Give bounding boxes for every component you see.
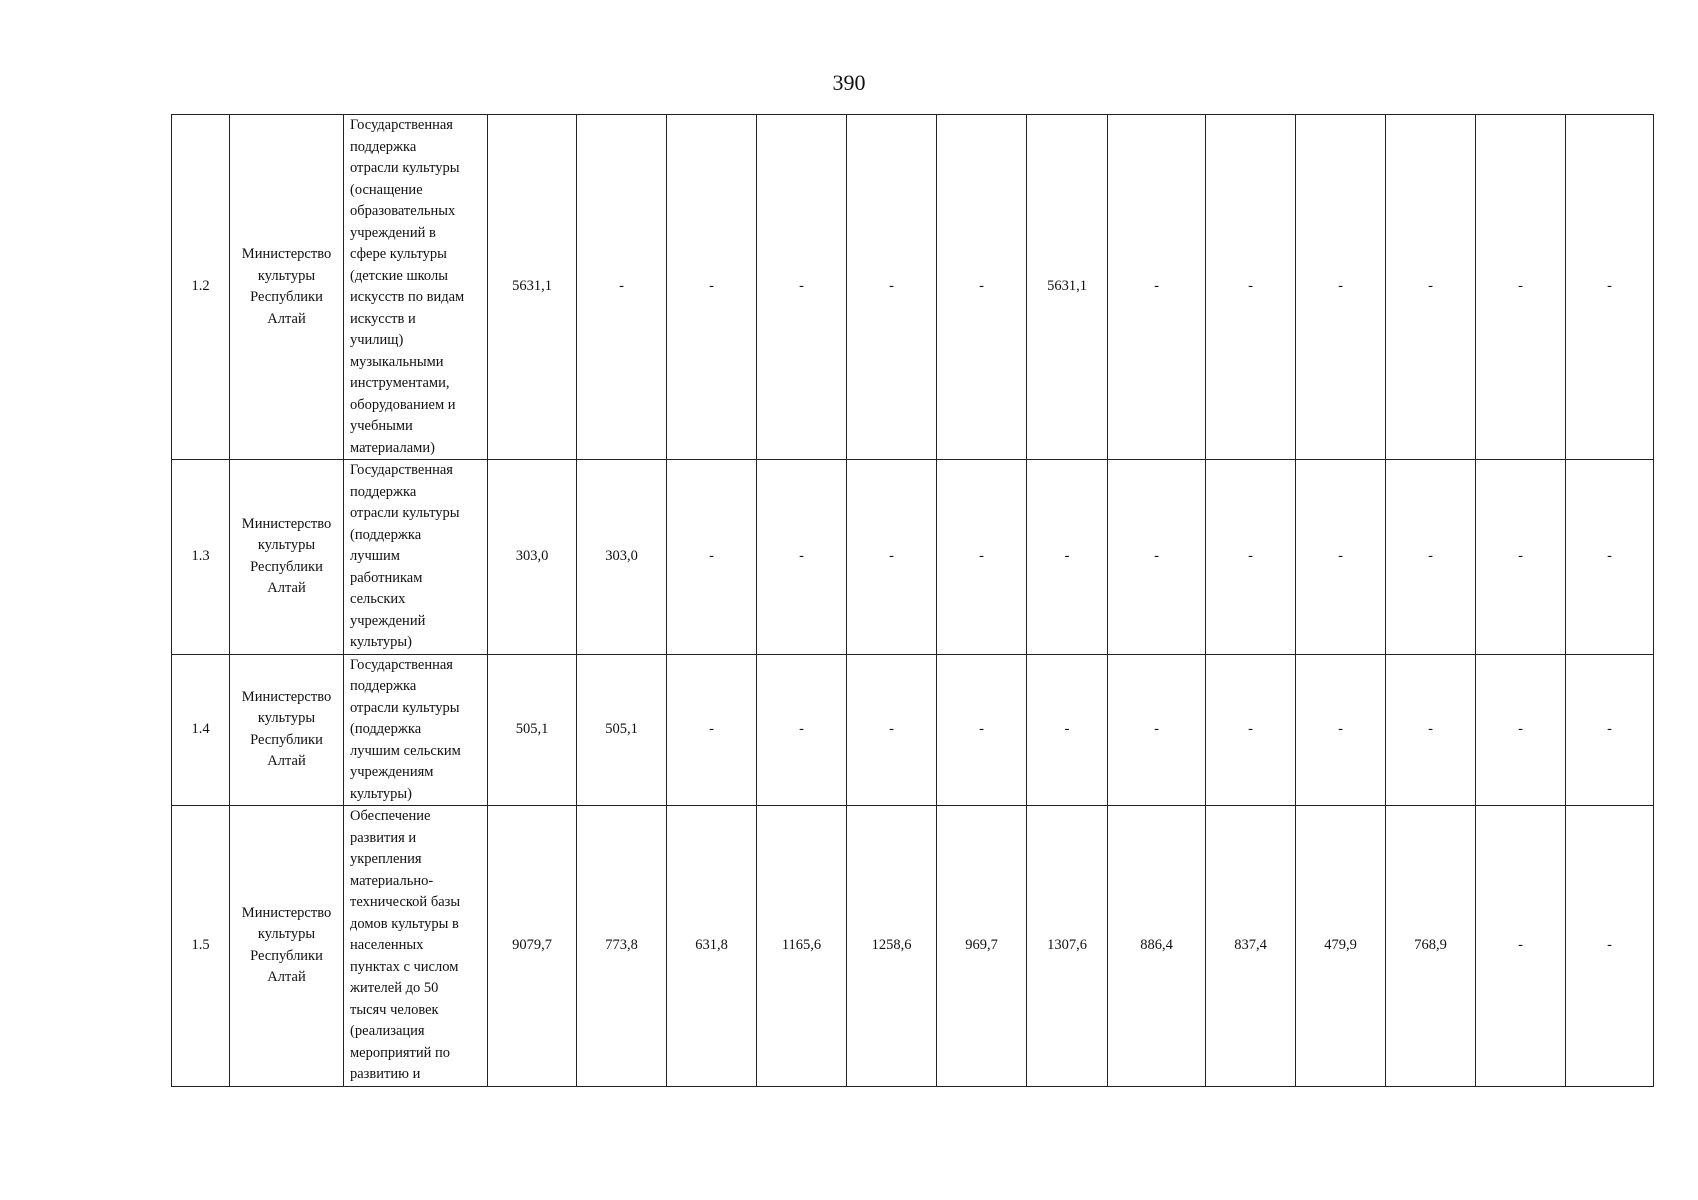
table-row: [172, 654, 1654, 806]
value-cell: 303,0: [488, 460, 577, 655]
value-cell: 631,8: [667, 806, 757, 1087]
value-cell: -: [847, 460, 937, 655]
page-number: 390: [832, 70, 866, 95]
value-cell: -: [847, 654, 937, 806]
value-cell: -: [1206, 460, 1296, 655]
measure-description: Обеспечение развития и укрепления материально- технической базы домов культуры в населенных пунктах с числом жителей до 50 тысяч человек (реализация мероприятий по развитию и: [344, 806, 488, 1087]
value-cell: -: [1566, 460, 1654, 655]
value-cell: 9079,7: [488, 806, 577, 1087]
responsible-org: Министерство культуры Республики Алтай: [230, 806, 344, 1087]
table-row: [172, 460, 1654, 655]
value-cell: 969,7: [937, 806, 1027, 1087]
value-cell: 1258,6: [847, 806, 937, 1087]
value-cell: -: [1296, 654, 1386, 806]
value-cell: -: [1476, 654, 1566, 806]
value-cell: 768,9: [1386, 806, 1476, 1087]
value-cell: -: [1386, 654, 1476, 806]
value-cell: -: [757, 460, 847, 655]
budget-table: [171, 114, 1654, 1087]
value-cell: 773,8: [577, 806, 667, 1087]
value-cell: 1307,6: [1027, 806, 1108, 1087]
value-cell: 303,0: [577, 460, 667, 655]
value-cell: -: [667, 115, 757, 460]
value-cell: -: [1108, 460, 1206, 655]
value-cell: -: [1206, 115, 1296, 460]
value-cell: -: [1476, 115, 1566, 460]
value-cell: -: [1296, 115, 1386, 460]
value-cell: -: [1566, 115, 1654, 460]
value-cell: -: [937, 460, 1027, 655]
value-cell: 1165,6: [757, 806, 847, 1087]
value-cell: -: [1108, 115, 1206, 460]
measure-description: Государственная поддержка отрасли культуры (поддержка лучшим сельским учреждениям культуры): [344, 654, 488, 806]
value-cell: -: [1108, 654, 1206, 806]
row-number: 1.3: [172, 460, 230, 655]
row-number: 1.5: [172, 806, 230, 1087]
value-cell: 505,1: [488, 654, 577, 806]
table-row: [172, 806, 1654, 1087]
value-cell: 505,1: [577, 654, 667, 806]
row-number: 1.2: [172, 115, 230, 460]
value-cell: -: [577, 115, 667, 460]
value-cell: -: [667, 654, 757, 806]
responsible-org: Министерство культуры Республики Алтай: [230, 654, 344, 806]
responsible-org: Министерство культуры Республики Алтай: [230, 115, 344, 460]
value-cell: -: [847, 115, 937, 460]
responsible-org: Министерство культуры Республики Алтай: [230, 460, 344, 655]
value-cell: -: [1476, 806, 1566, 1087]
measure-description: Государственная поддержка отрасли культуры (оснащение образовательных учреждений в сфере культуры (детские школы искусств по видам искусств и училищ) музыкальными инструментами, оборудованием и учебными материалами): [344, 115, 488, 460]
value-cell: -: [1027, 460, 1108, 655]
table-row: [172, 115, 1654, 460]
value-cell: -: [937, 115, 1027, 460]
value-cell: -: [1206, 654, 1296, 806]
value-cell: -: [1476, 460, 1566, 655]
value-cell: -: [1566, 654, 1654, 806]
value-cell: 479,9: [1296, 806, 1386, 1087]
row-number: 1.4: [172, 654, 230, 806]
value-cell: -: [937, 654, 1027, 806]
value-cell: 837,4: [1206, 806, 1296, 1087]
value-cell: -: [667, 460, 757, 655]
value-cell: -: [757, 654, 847, 806]
value-cell: -: [1027, 654, 1108, 806]
value-cell: 5631,1: [488, 115, 577, 460]
value-cell: 886,4: [1108, 806, 1206, 1087]
value-cell: -: [1296, 460, 1386, 655]
value-cell: -: [1386, 115, 1476, 460]
value-cell: -: [1566, 806, 1654, 1087]
value-cell: -: [757, 115, 847, 460]
measure-description: Государственная поддержка отрасли культуры (поддержка лучшим работникам сельских учреждений культуры): [344, 460, 488, 655]
value-cell: 5631,1: [1027, 115, 1108, 460]
value-cell: -: [1386, 460, 1476, 655]
